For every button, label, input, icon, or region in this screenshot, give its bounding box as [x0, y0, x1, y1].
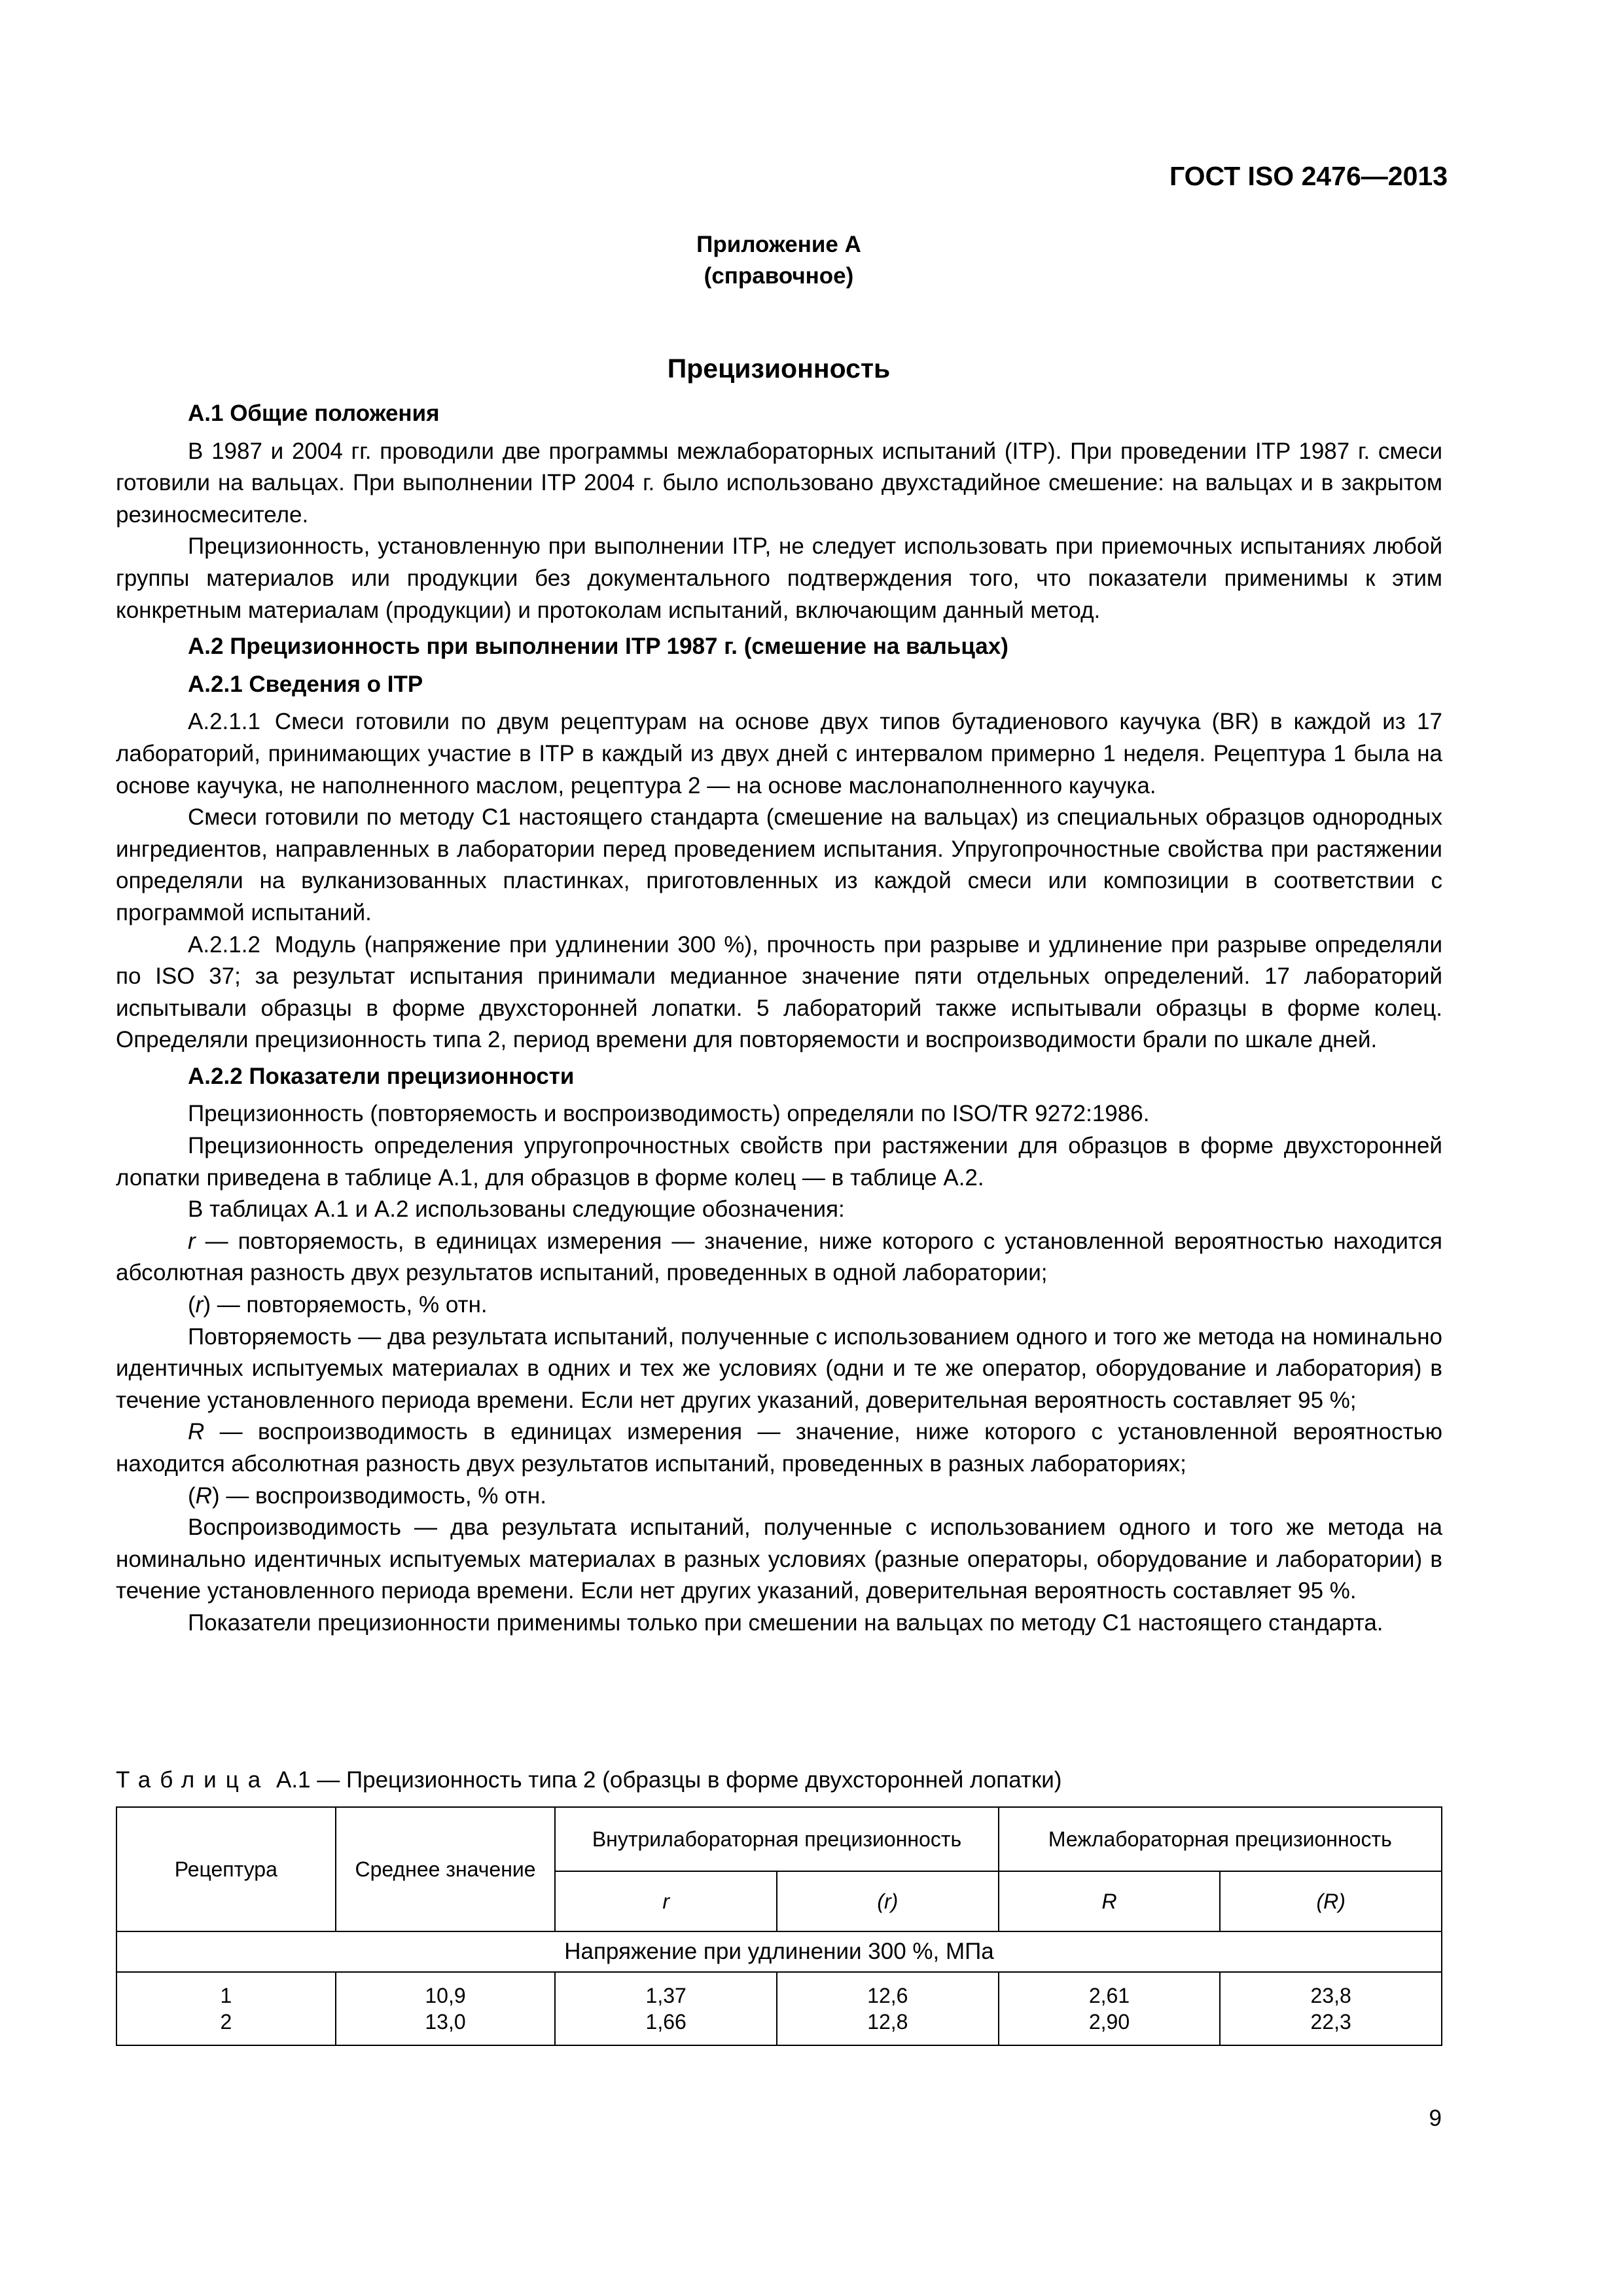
header-mean: Среднее значение	[336, 1807, 556, 1931]
cell-value: 13,0	[425, 2010, 466, 2034]
clause-text: Модуль (напряжение при удлинении 300 %), прочность при разрыве и удлинение при разрыве определяли по ISO 37; за результат испытания принимали медианное значение пяти отдельных определений. 17 лабораторий испытывали образцы в форме двухсторонней лопатки. 5 лабораторий также испытывали образцы в форме колец. Определяли прецизионность типа 2, период времени для повторяемости и воспроизводимости брали по шкале дней.	[116, 931, 1442, 1053]
cell-value: 2,90	[1088, 2010, 1130, 2034]
table-header-row	[116, 1807, 1442, 1871]
page-title: Прецизионность	[667, 353, 891, 384]
cell-value: 23,8	[1310, 1984, 1351, 2007]
paragraph: В 1987 и 2004 гг. проводили две программы межлабораторных испытаний (ITP). При проведении ITP 1987 г. смеси готовили на вальцах. При выполнении ITP 2004 г. было использовано двухстадийное смешение: на вальцах и в закрытом резиносмесителе.	[116, 438, 1442, 528]
header-R-rel: (R)	[1220, 1871, 1442, 1931]
paragraph: В таблицах А.1 и А.2 использованы следующие обозначения:	[188, 1196, 845, 1223]
cell-value: 1	[220, 1984, 232, 2007]
header-inter: Межлабораторная прецизионность	[999, 1807, 1442, 1871]
paragraph: Воспроизводимость — два результата испытаний, полученные с использованием одного и того же метода на номинально идентичных испытуемых материалах в разных условиях (разные операторы, оборудование и лаборатории) в течение установленного периода времени. Если нет других указаний, доверительная вероятность составляет 95 %.	[116, 1515, 1442, 1604]
cell-value: 22,3	[1310, 2010, 1351, 2034]
section-heading-a21: А.2.1 Сведения о ITP	[188, 671, 423, 697]
table-data-row	[116, 1972, 1442, 2045]
paragraph: Прецизионность (повторяемость и воспроизводимость) определяли по ISO/TR 9272:1986.	[188, 1101, 1150, 1127]
table-caption	[116, 1767, 1061, 1793]
precision-table	[116, 1806, 1442, 2046]
section-heading-a1: А.1 Общие положения	[188, 401, 440, 426]
symbol: R	[188, 1419, 205, 1445]
header-r: r	[555, 1871, 777, 1931]
cell-value: 2	[220, 2010, 232, 2034]
cell-value: 1,66	[645, 2010, 687, 2034]
annex-type: (справочное)	[704, 263, 854, 289]
symbol: r	[188, 1228, 196, 1254]
annex-title: Приложение А	[696, 232, 861, 257]
cell-value: 12,8	[867, 2010, 908, 2034]
definition-text: — воспроизводимость в единицах измерения — значение, ниже которого с установленной вероятностью находится абсолютная разность двух результатов испытаний, проведенных в разных лабораториях;	[116, 1419, 1442, 1477]
paragraph: Смеси готовили по методу С1 настоящего стандарта (смешение на вальцах) из специальных образцов однородных ингредиентов, направленных в лаборатории перед проведением испытания. Упругопрочностные свойства при растяжении определяли на вулканизованных пластинках, приготовленных из каждой смеси или композиции в соответствии с программой испытаний.	[116, 804, 1442, 925]
header-r-rel: (r)	[777, 1871, 999, 1931]
paragraph: Показатели прецизионности применимы только при смешении на вальцах по методу С1 настоящего стандарта.	[188, 1609, 1383, 1636]
definition-text: — повторяемость, в единицах измерения — значение, ниже которого с установленной вероятностью находится абсолютная разность двух результатов испытаний, проведенных в одной лаборатории;	[116, 1228, 1442, 1286]
cell-recipe	[116, 1972, 336, 2045]
table-caption-word: Таблица	[116, 1767, 270, 1793]
clause-text: Смеси готовили по двум рецептурам на основе двух типов бутадиенового каучука (BR) в каждой из 17 лабораторий, принимающих участие в ITP в каждый из двух дней с интервалом примерно 1 неделя. Рецептура 1 была на основе каучука, не наполненного маслом, рецептура 2 — на основе маслонаполненного каучука.	[116, 709, 1442, 798]
cell-value: 10,9	[425, 1984, 466, 2007]
header-R: R	[999, 1871, 1221, 1931]
header-recipe: Рецептура	[116, 1807, 336, 1931]
symbol: R	[195, 1482, 212, 1509]
definition-text: — воспроизводимость, % отн.	[219, 1482, 546, 1509]
definition-text: — повторяемость, % отн.	[210, 1292, 488, 1318]
paragraph: Прецизионность, установленную при выполнении ITP, не следует использовать при приемочных испытаниях любой группы материалов или продукции без документального подтверждения того, что показатели применимы к этим конкретным материалам (продукции) и протоколам испытаний, включающим данный метод.	[116, 533, 1442, 623]
section-heading-a2: А.2 Прецизионность при выполнении ITP 1987 г. (смешение на вальцах)	[188, 634, 1008, 660]
table-section-row	[116, 1931, 1442, 1972]
annex-heading	[0, 229, 1558, 292]
body-text	[116, 398, 1442, 1640]
cell-R	[999, 1972, 1221, 2045]
paragraph: Повторяемость — два результата испытаний, полученные с использованием одного и того же метода на номинально идентичных испытуемых материалах в одних и тех же условиях (одни и те же оператор, оборудование и лаборатория) в течение установленного периода времени. Если нет других указаний, доверительная вероятность составляет 95 %;	[116, 1323, 1442, 1413]
cell-value: 1,37	[645, 1984, 687, 2007]
symbol: r	[195, 1292, 204, 1318]
definition-r	[116, 1226, 1442, 1289]
clause-number: А.2.1.1	[188, 709, 260, 735]
header-intra: Внутрилабораторная прецизионность	[555, 1807, 998, 1871]
cell-r	[555, 1972, 777, 2045]
cell-R-rel	[1220, 1972, 1442, 2045]
cell-mean	[336, 1972, 556, 2045]
cell-r-rel	[777, 1972, 999, 2045]
definition-R	[116, 1416, 1442, 1480]
cell-value: 12,6	[867, 1984, 908, 2007]
paragraph	[116, 929, 1442, 1056]
table-section-label: Напряжение при удлинении 300 %, МПа	[116, 1931, 1442, 1972]
document-id: ГОСТ ISO 2476—2013	[1169, 161, 1448, 191]
table-caption-text: А.1 — Прецизионность типа 2 (образцы в форме двухсторонней лопатки)	[276, 1767, 1062, 1793]
page-number: 9	[1429, 2106, 1442, 2131]
paragraph	[116, 706, 1442, 802]
paragraph: Прецизионность определения упругопрочностных свойств при растяжении для образцов в форме двухсторонней лопатки приведена в таблице А.1, для образцов в форме колец — в таблице А.2.	[116, 1133, 1442, 1191]
section-heading-a22: А.2.2 Показатели прецизионности	[188, 1063, 575, 1089]
definition-R-rel: (R) — воспроизводимость, % отн.	[188, 1482, 546, 1509]
cell-value: 2,61	[1088, 1984, 1130, 2007]
clause-number: А.2.1.2	[188, 931, 260, 958]
definition-r-rel: (r) — повторяемость, % отн.	[188, 1292, 488, 1318]
